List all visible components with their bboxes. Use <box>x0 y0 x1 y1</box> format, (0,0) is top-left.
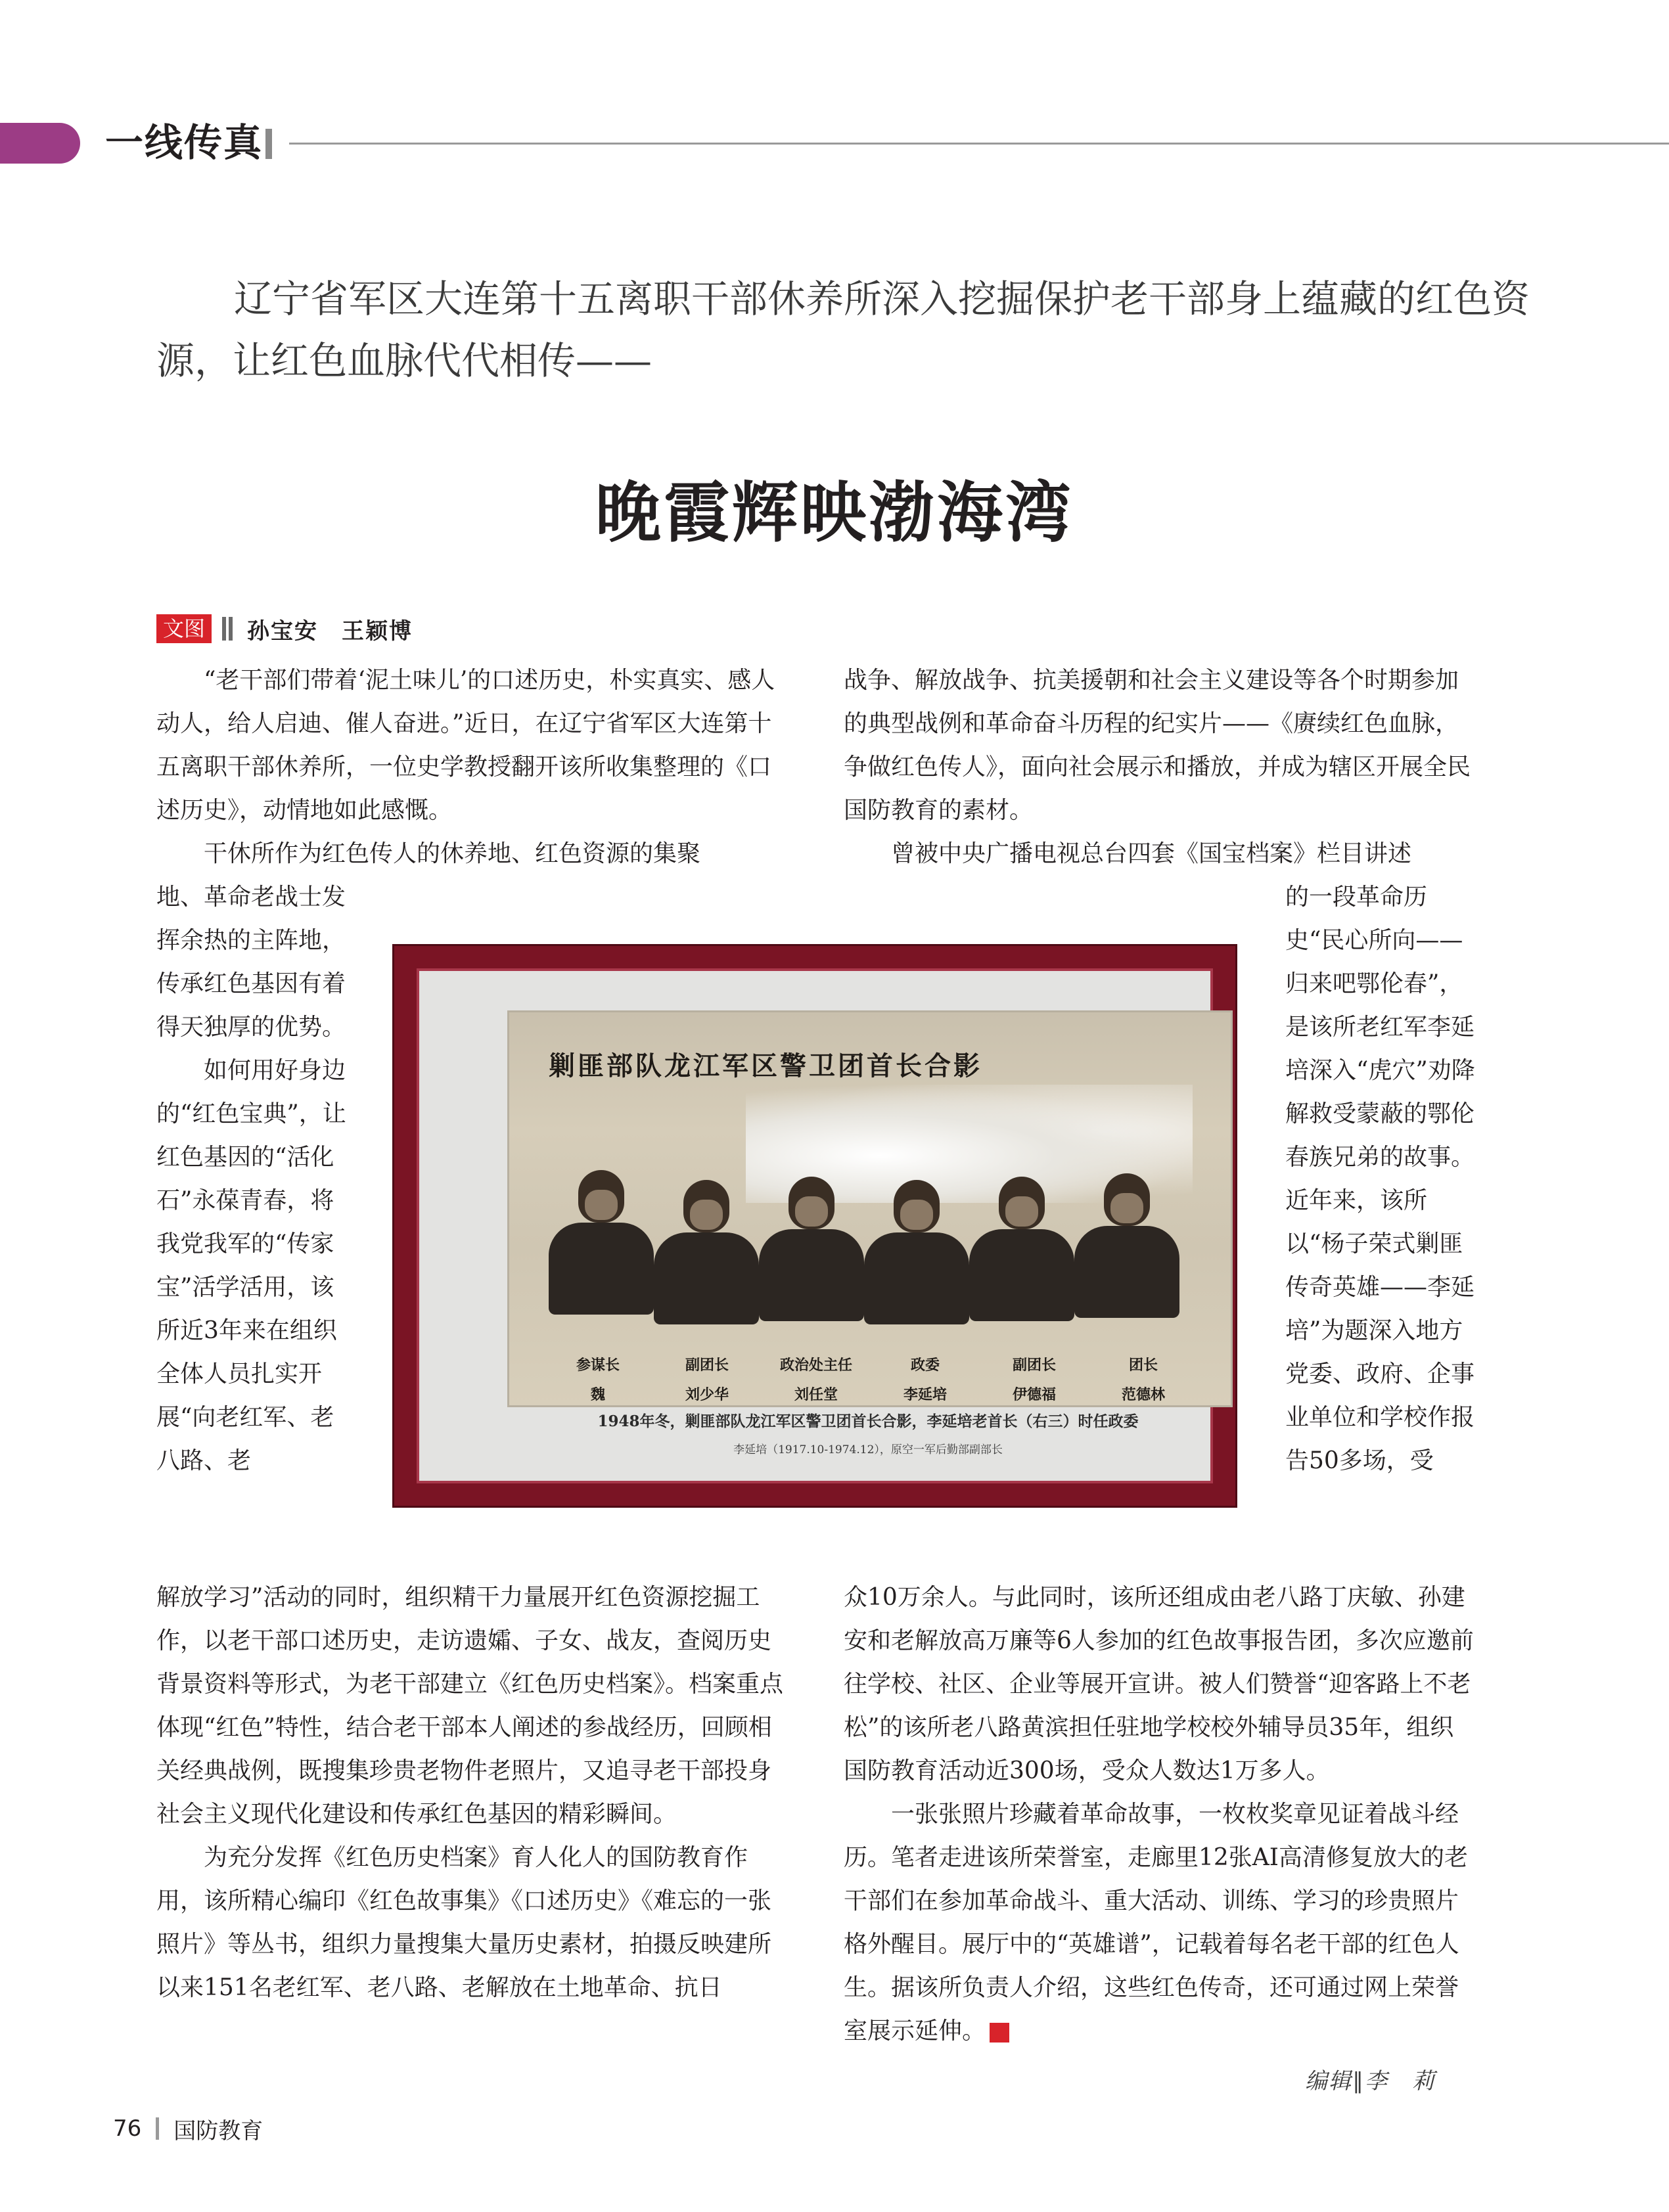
byline-separator <box>222 617 226 641</box>
name-label: 伊德福 <box>1012 1387 1056 1403</box>
paragraph: 为充分发挥《红色历史档案》育人化人的国防教育作用，该所精心编印《红色故事集》《口述历史》《难忘的一张照片》等丛书，组织力量搜集大量历史素材，拍摄反映建所以来151名老红军、老八路、老解放在土地革命、抗日 <box>156 1844 772 2001</box>
photo-rank-labels <box>549 1354 1193 1374</box>
paragraph: 的一段革命历史“民心所向——归来吧鄂伦春”，是该所老红军李延培深入“虎穴”劝降解救受蒙蔽的鄂伦春族兄弟的故事。近年来，该所以“杨子荣式剿匪传奇英雄——李延培”为题深入地方党委、政府、企事业单位和学校作报告50多场，受 <box>1285 884 1475 1474</box>
paragraph: 众10万余人。与此同时，该所还组成由老八路丁庆敏、孙建安和老解放高万廉等6人参加的红色故事报告团，多次应邀前往学校、社区、企业等展开宣讲。被人们赞誉“迎客路上不老松”的该所老八路黄滨担任驻地学校校外辅导员35年，组织国防教育活动近300场，受众人数达1万多人。 <box>844 1584 1474 1784</box>
right-column-narrow <box>1285 876 1476 1483</box>
byline <box>156 614 413 643</box>
photo-caption: 1948年冬，剿匪部队龙江军区警卫团首长合影，李延培老首长（右三）时任政委 <box>597 1412 1139 1430</box>
page-number: 76 <box>113 2115 142 2142</box>
officer-figure <box>969 1177 1074 1321</box>
rank-label: 政委 <box>910 1357 940 1374</box>
name-label: 范德林 <box>1121 1387 1165 1403</box>
rank-label: 政治处主任 <box>779 1357 852 1374</box>
officer-figure <box>864 1180 969 1324</box>
officer-figure <box>1074 1173 1179 1318</box>
paragraph: 干休所作为红色传人的休养地、红色资源的集聚 <box>204 840 701 867</box>
paragraph: “老干部们带着‘泥土味儿’的口述历史，朴实真实、感人动人，给人启迪、催人奋进。”近日，在辽宁省军区大连第十五离职干部休养所，一位史学教授翻开该所收集整理的《口述历史》，动情地如此感慨。 <box>156 667 775 824</box>
magazine-name: 国防教育 <box>173 2117 263 2144</box>
paragraph <box>844 1793 1476 2053</box>
officer-figure <box>549 1170 654 1315</box>
name-label: 李延培 <box>903 1387 947 1403</box>
paragraph-text: 一张张照片珍藏着革命故事，一枚枚奖章见证着战斗经历。笔者走进该所荣誉室，走廊里12张AI高清修复放大的老干部们在参加革命战斗、重大活动、训练、学习的珍贵照片格外醒目。展厅中的“英雄谱”，记载着每名老干部的红色人生。据该所负责人介绍，这些红色传奇，还可通过网上荣誉室展示延伸。 <box>844 1801 1469 2044</box>
right-column-bottom <box>844 1576 1476 2053</box>
name-label: 魏 <box>590 1387 605 1403</box>
byline-tag: 文图 <box>156 614 212 643</box>
end-mark-icon: G <box>990 2023 1009 2043</box>
section-title: 一线传真 <box>105 120 263 165</box>
section-divider-bar <box>265 129 272 159</box>
paragraph: 如何用好身边的“红色宝典”，让红色基因的“活化石”永葆青春，将我党我军的“传家宝”活学活用，该所近3年来在组织全体人员扎实开展“向老红军、老八路、老 <box>156 1057 346 1474</box>
paragraph: 曾被中央广播电视总台四套《国宝档案》栏目讲述 <box>891 840 1412 867</box>
right-column-top <box>844 659 1476 876</box>
rank-label: 参谋长 <box>576 1357 620 1374</box>
left-column-bottom <box>156 1576 789 2010</box>
paragraph: 地、革命老战士发挥余热的主阵地，传承红色基因有着得天独厚的优势。 <box>156 884 346 1041</box>
officer-figure <box>759 1177 864 1321</box>
photo-subcaption: 李延培（1917.10-1974.12），原空一军后勤部副部长 <box>733 1443 1003 1456</box>
photo-name-labels <box>549 1384 1193 1404</box>
historical-photo <box>507 1010 1233 1407</box>
name-label: 刘少华 <box>685 1387 729 1403</box>
header-rule <box>289 143 1669 145</box>
byline-authors: 孙宝安 王颖博 <box>247 618 413 644</box>
left-column-narrow <box>156 876 347 1483</box>
article-deck <box>156 268 1530 392</box>
section-tab-marker <box>0 123 80 164</box>
rank-label: 副团长 <box>685 1357 729 1374</box>
footer-divider <box>156 2117 159 2140</box>
editor-credit: 编辑∥李 莉 <box>1305 2068 1436 2094</box>
rank-label: 副团长 <box>1012 1357 1056 1374</box>
paragraph: 解放学习”活动的同时，组织精干力量展开红色资源挖掘工作，以老干部口述历史，走访遗孀、子女、战友，查阅历史背景资料等形式，为老干部建立《红色历史档案》。档案重点体现“红色”特性，结合老干部本人阐述的参战经历，回顾相关经典战例，既搜集珍贵老物件老照片，又追寻老干部投身社会主义现代化建设和传承红色基因的精彩瞬间。 <box>156 1584 784 1828</box>
name-label: 刘任堂 <box>794 1387 838 1403</box>
article-headline: 晚霞辉映渤海湾 <box>595 474 1074 551</box>
deck-text: 辽宁省军区大连第十五离职干部休养所深入挖掘保护老干部身上蕴藏的红色资源，让红色血脉代代相传—— <box>156 277 1530 383</box>
page-footer <box>113 2115 263 2142</box>
left-column-top <box>156 659 789 876</box>
rank-label: 团长 <box>1128 1357 1158 1374</box>
officer-figure <box>654 1180 759 1324</box>
paragraph: 战争、解放战争、抗美援朝和社会主义建设等各个时期参加的典型战例和革命奋斗历程的纪实片——《赓续红色血脉，争做红色传人》，面向社会展示和播放，并成为辖区开展全民国防教育的素材。 <box>844 667 1471 824</box>
photo-title: 剿匪部队龙江军区警卫团首长合影 <box>549 1051 982 1081</box>
